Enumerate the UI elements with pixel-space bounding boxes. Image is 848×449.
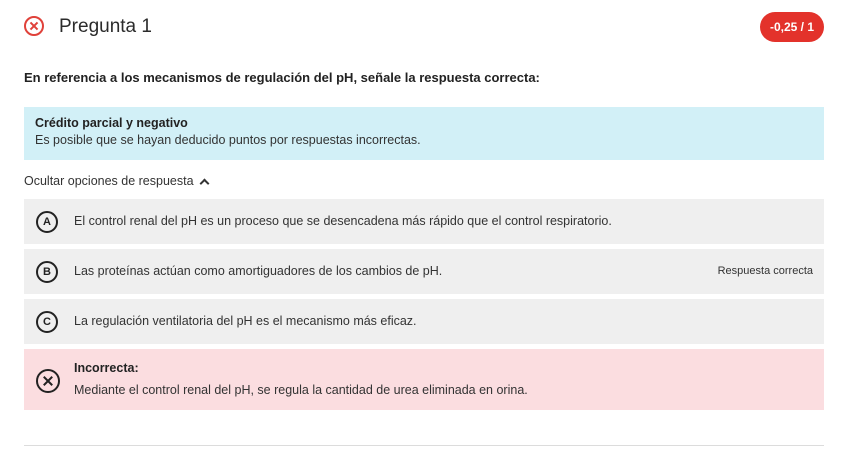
toggle-label: Ocultar opciones de respuesta <box>24 174 194 188</box>
x-circle-icon <box>36 369 60 393</box>
option-text: El control renal del pH es un proceso que se desencadena más rápido que el control respiratorio. <box>74 214 612 228</box>
chevron-up-icon <box>199 179 209 189</box>
info-text: Es posible que se hayan deducido puntos por respuestas incorrectas. <box>35 133 421 147</box>
option-letter: C <box>36 311 58 333</box>
question-text: En referencia a los mecanismos de regulación del pH, señale la respuesta correcta: <box>24 70 540 85</box>
option-text: La regulación ventilatoria del pH es el mecanismo más eficaz. <box>74 314 417 328</box>
toggle-options-link[interactable] <box>24 174 208 188</box>
selected-incorrect-answer <box>24 349 824 410</box>
option-text: Las proteínas actúan como amortiguadores de los cambios de pH. <box>74 264 443 278</box>
option-b[interactable] <box>24 249 824 294</box>
info-title: Crédito parcial y negativo <box>35 116 188 130</box>
incorrect-label: Incorrecta: <box>74 361 139 375</box>
option-a[interactable] <box>24 199 824 244</box>
option-letter: A <box>36 211 58 233</box>
x-circle-icon <box>24 16 44 36</box>
question-title: Pregunta 1 <box>59 16 152 37</box>
divider <box>24 445 824 446</box>
option-letter: B <box>36 261 58 283</box>
question-header <box>24 12 824 44</box>
incorrect-answer-text: Mediante el control renal del pH, se regula la cantidad de urea eliminada en orina. <box>74 383 528 397</box>
score-badge: -0,25 / 1 <box>760 12 824 42</box>
correct-answer-tag: Respuesta correcta <box>717 265 813 277</box>
option-c[interactable] <box>24 299 824 344</box>
info-box <box>24 107 824 160</box>
